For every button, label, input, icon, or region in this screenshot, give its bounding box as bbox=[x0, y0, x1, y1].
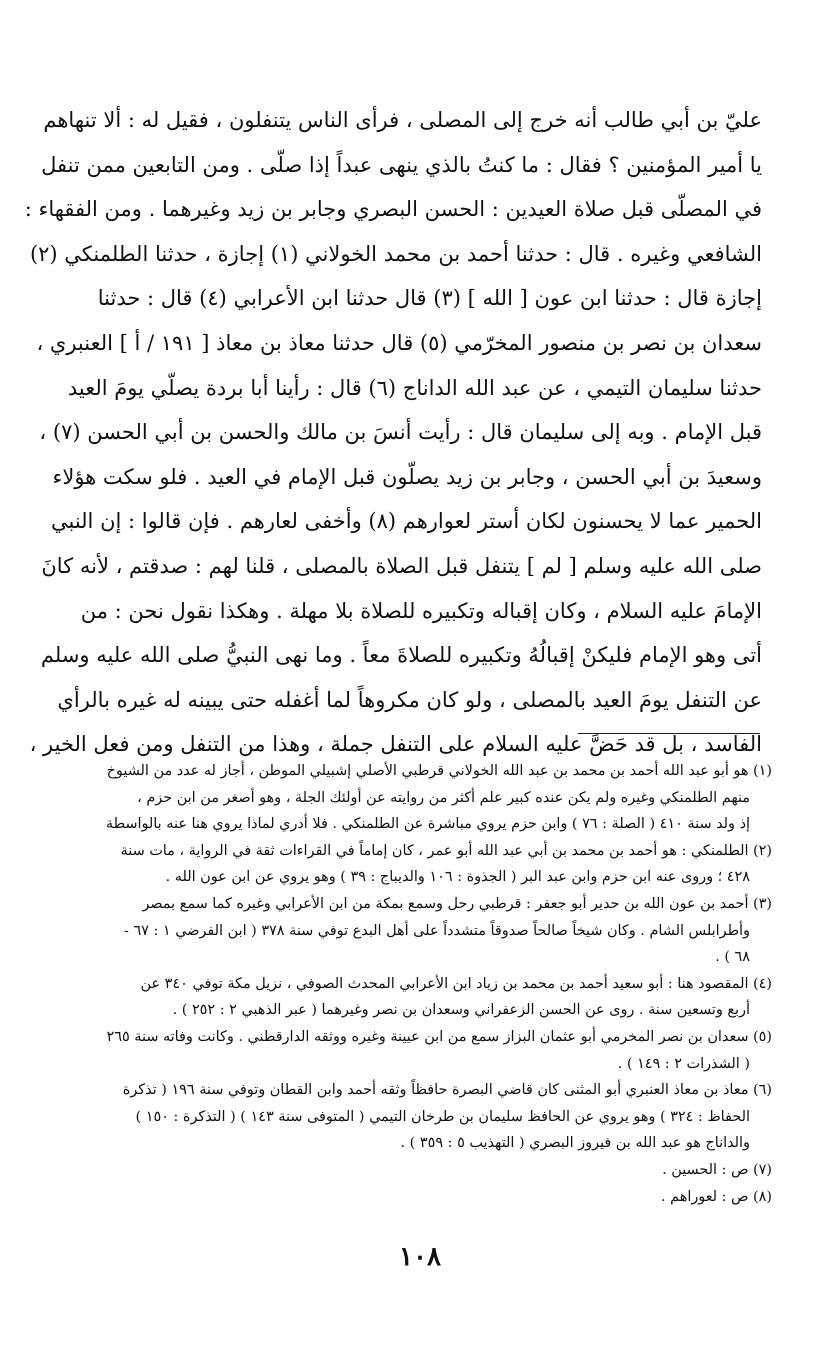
main-text-line: قبل الإمام . وبه إلى سليمان قال : رأيت أنسَ بن مالك والحسن بن أبي الحسن (٧) ، bbox=[39, 420, 762, 445]
footnote-line: والداناج هو عبد الله بن فيروز البصري ( التهذيب ٥ : ٣٥٩ ) . bbox=[400, 1135, 750, 1152]
footnote-line: (٣) أحمد بن عون الله بن حدير أبو جعفر : قرطبي رحل وسمع بمكة من ابن الأعرابي وغيره كما سمع بمصر bbox=[142, 895, 772, 912]
main-text-line: يا أمير المؤمنين ؟ فقال : ما كنتُ بالذي ينهى عبداً إذا صلّى . ومن التابعين ممن تنفل bbox=[41, 152, 762, 177]
footnote-line: (٢) الطلمنكي : هو أحمد بن محمد بن أبي عبد الله أبو عمر ، كان إماماً في القراءات ثقة في الرواية ، مات سنة bbox=[120, 842, 772, 859]
main-text-line: الشافعي وغيره . قال : حدثنا أحمد بن محمد الخولاني (١) إجازة ، حدثنا الطلمنكي (٢) bbox=[29, 241, 762, 266]
footnote-line: أربع وتسعين سنة . روى عن الحسن الزعفراني وسعدان بن نصر وغيرهما ( عبر الذهبي ٢ : ٢٥٢ ) . bbox=[172, 1002, 750, 1019]
main-text-line: صلى الله عليه وسلم [ لم ] يتنفل قبل الصلاة بالمصلى ، قلنا لهم : صدقتم ، لأنه كانَ bbox=[41, 553, 762, 578]
main-text-line: عن التنفل يومَ العيد بالمصلى ، ولو كان مكروهاً لما أغفله حتى يبينه له غيره بالرأي bbox=[57, 687, 762, 712]
footnote-line: ( الشذرات ٢ : ١٤٩ ) . bbox=[617, 1055, 750, 1072]
footnote-line: (٧) ص : الحسين . bbox=[662, 1161, 772, 1178]
footnote-line: (٦) معاذ بن معاذ العنبري أبو المثنى كان قاضي البصرة حافظاً وثقه أحمد وابن القطان وتوفي سنة ١٩٦ ( تذكرة bbox=[122, 1082, 772, 1099]
footnote-line: (١) هو أبو عبد الله أحمد بن محمد بن عبد الله الخولاني قرطبي الأصلي إشبيلي الموطن ، أجاز له عدد من الشيوخ bbox=[106, 763, 772, 779]
main-text-line: في المصلّى قبل صلاة العيدين : الحسن البصري وجابر بن زيد وغيرهما . ومن الفقهاء : bbox=[24, 197, 762, 222]
footnote-line: إذ ولد سنة ٤١٠ ( الصلة : ٧٦ ) وابن حزم يروي مباشرة عن الطلمنكي . فلا أدري لماذا يروي هنا عنه بالواسطة bbox=[105, 816, 750, 833]
footnote-line: الحفاظ : ٣٢٤ ) وهو يروي عن الحافظ سليمان بن طرخان التيمي ( المتوفى سنة ١٤٣ ) ( التذكرة : ١٥٠ ) bbox=[135, 1108, 750, 1125]
footnote-line: وأطرابلس الشام . وكان شيخاً صالحاً صدوقاً متشدداً على أهل البدع توفي سنة ٣٧٨ ( ابن الفرضي ١ : ٦٧ - bbox=[124, 922, 750, 939]
footnote-line: ٦٨ ) . bbox=[715, 949, 750, 966]
main-text-line: الفاسد ، بل قد حَضَّ عليه السلام على التنفل جملة ، وهذا من التنفل ومن فعل الخير ، bbox=[29, 732, 762, 757]
footnote-line: (٨) ص : لعوراهم . bbox=[661, 1188, 772, 1205]
footnotes-block bbox=[64, 758, 772, 1210]
footnote-separator bbox=[578, 733, 760, 734]
main-text-block bbox=[24, 98, 762, 767]
footnote-line: منهم الطلمنكي وغيره ولم يكن عنده كبير علم أكثر من روايته عن أولئك الجلة ، وهو أصغر من ابن حزم ، bbox=[137, 789, 750, 806]
main-text-line: أتى وهو الإمام فليكنْ إقبالُهُ وتكبيره للصلاةَ معاً . وما نهى النبيُّ صلى الله عليه وسلم bbox=[40, 643, 762, 668]
main-text-line: وسعيدَ بن أبي الحسن ، وجابر بن زيد يصلّون قبل الإمام في العيد . فلو سكت هؤلاء bbox=[52, 464, 762, 489]
footnote-line: (٤) المقصود هنا : أبو سعيد أحمد بن محمد بن زياد ابن الأعرابي المحدث الصوفي ، نزيل مكة توفي ٣٤٠ عن bbox=[140, 975, 772, 992]
main-text-line: الإمامَ عليه السلام ، وكان إقباله وتكبيره للصلاة بلا مهلة . وهكذا نقول نحن : من bbox=[80, 598, 762, 623]
main-text-line: سعدان بن نصر بن منصور المخرّمي (٥) قال حدثنا معاذ بن معاذ [ ١٩١ / أ ] العنبري ، bbox=[36, 330, 762, 355]
main-text-line: الحمير عما لا يحسنون لكان أستر لعوارهم (٨) وأخفى لعارهم . فإن قالوا : إن النبي bbox=[50, 509, 762, 534]
main-text-line: حدثنا سليمان التيمي ، عن عبد الله الداناج (٦) قال : رأينا أبا بردة يصلّي يومَ العيد bbox=[67, 375, 762, 400]
footnote-line: (٥) سعدان بن نصر المخرمي أبو عثمان البزاز سمع من ابن عيينة وغيره ووثقه الدارقطني . وكانت وفاته سنة ٢٦٥ bbox=[106, 1028, 772, 1045]
footnote-line: ٤٢٨ ؛ وروى عنه ابن حزم وابن عبد البر ( الجذوة : ١٠٦ والديباج : ٣٩ ) وهو يروي عن ابن عون الله . bbox=[165, 869, 750, 886]
main-text-line: عليّ بن أبي طالب أنه خرج إلى المصلى ، فرأى الناس يتنفلون ، فقيل له : ألا تنهاهم bbox=[43, 108, 762, 132]
page-number: ١٠٨ bbox=[399, 1242, 441, 1272]
main-text-line: إجازة قال : حدثنا ابن عون [ الله ] (٣) قال حدثنا ابن الأعرابي (٤) قال : حدثنا bbox=[97, 286, 762, 311]
